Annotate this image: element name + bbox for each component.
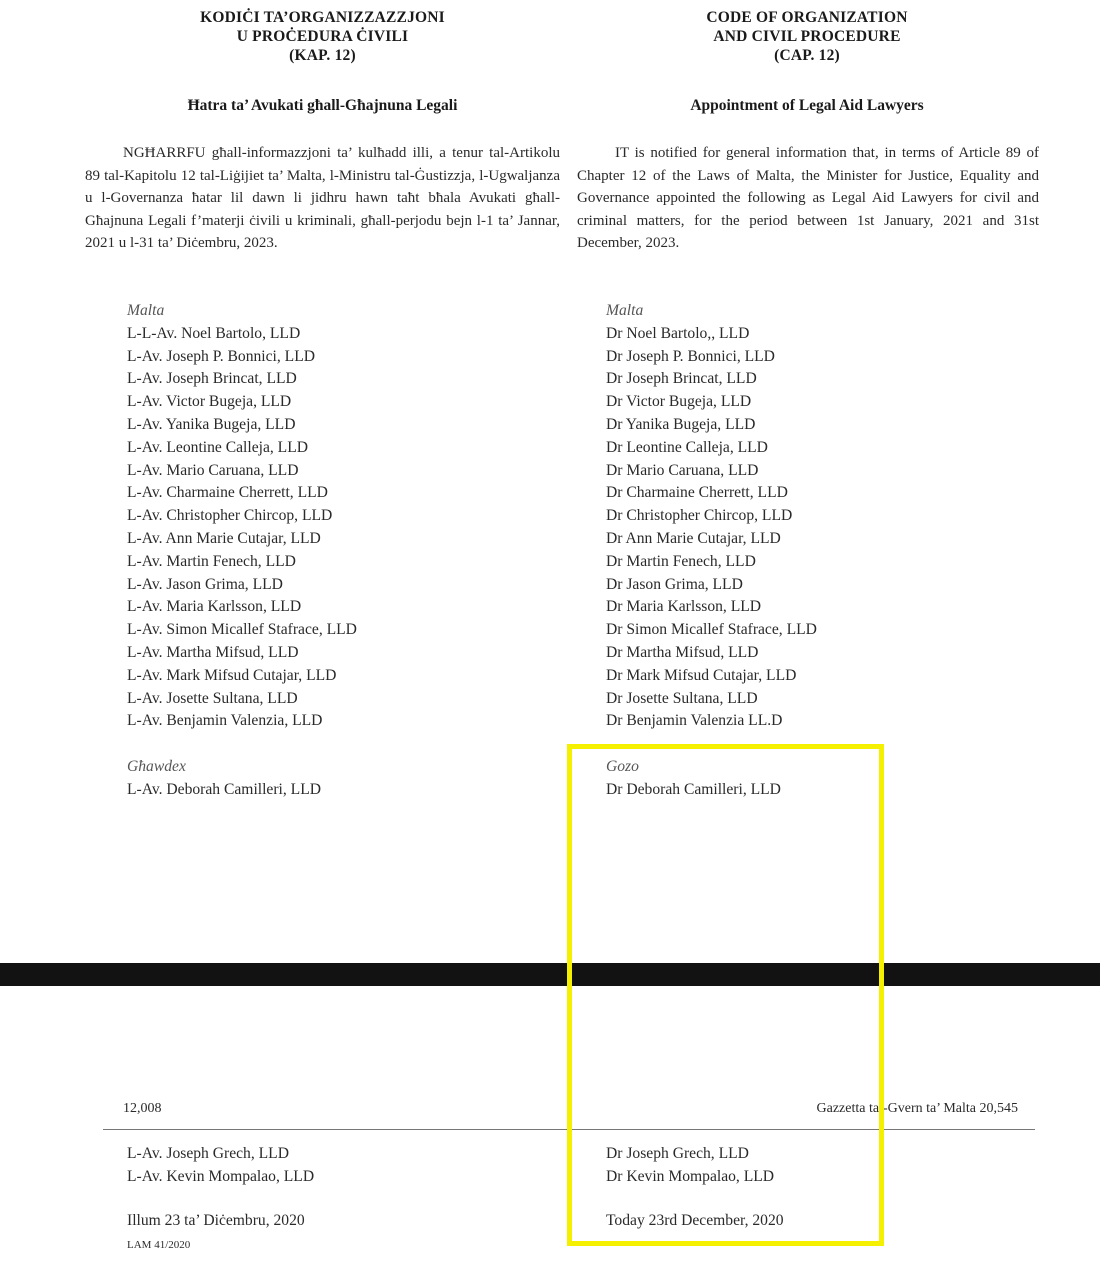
- maltese-continued-list: [127, 1143, 314, 1189]
- page-divider-bar: [0, 963, 1100, 986]
- english-gozo-section: [606, 756, 781, 802]
- list-item: L-Av. Yanika Bugeja, LLD: [127, 415, 296, 433]
- list-item: Dr Benjamin Valenzia LL.D: [606, 712, 783, 730]
- list-item: L-Av. Ann Marie Cutajar, LLD: [127, 529, 321, 547]
- english-gozo-label: Gozo: [606, 758, 639, 775]
- list-item: L-Av. Mario Caruana, LLD: [127, 461, 299, 479]
- list-item: L-Av. Simon Micallef Stafrace, LLD: [127, 621, 357, 639]
- maltese-gozo-list: [127, 779, 321, 802]
- list-item: L-Av. Martha Mifsud, LLD: [127, 643, 299, 661]
- english-malta-label: Malta: [606, 302, 644, 319]
- list-item: Dr Charmaine Cherrett, LLD: [606, 484, 788, 502]
- list-item: Dr Jason Grima, LLD: [606, 575, 743, 593]
- maltese-gozo-label: Għawdex: [127, 758, 186, 775]
- list-item: Dr Victor Bugeja, LLD: [606, 393, 752, 411]
- english-heading-line-2: AND CIVIL PROCEDURE: [713, 28, 901, 45]
- english-date: Today 23rd December, 2020: [606, 1212, 784, 1229]
- list-item: L-Av. Victor Bugeja, LLD: [127, 393, 292, 411]
- maltese-subheading: Ħatra ta’ Avukati għall-Għajnuna Legali: [187, 97, 458, 114]
- maltese-date: Illum 23 ta’ Diċembru, 2020: [127, 1212, 305, 1229]
- gazette-title: Gazzetta tal-Gvern ta’ Malta 20,545: [816, 1101, 1018, 1116]
- maltese-heading-line-2: U PROĊEDURA ĊIVILI: [236, 28, 409, 45]
- list-item: L-Av. Josette Sultana, LLD: [127, 689, 298, 707]
- english-subheading: Appointment of Legal Aid Lawyers: [690, 97, 924, 114]
- list-item: Dr Maria Karlsson, LLD: [606, 598, 762, 616]
- list-item: Dr Martin Fenech, LLD: [606, 552, 756, 570]
- list-item: Dr Ann Marie Cutajar, LLD: [606, 529, 781, 547]
- list-item: L-Av. Joseph Brincat, LLD: [127, 370, 297, 388]
- list-item: L-Av. Martin Fenech, LLD: [127, 552, 296, 570]
- list-item: L-Av. Christopher Chircop, LLD: [127, 507, 333, 525]
- english-malta-section: [606, 300, 817, 733]
- maltese-heading-line-1: KODIĊI TA’ORGANIZZAZZJONI: [200, 9, 445, 26]
- maltese-continued-items: [127, 1143, 314, 1189]
- list-item: Dr Deborah Camilleri, LLD: [606, 780, 781, 798]
- list-item: Dr Noel Bartolo,, LLD: [606, 324, 750, 342]
- maltese-heading-line-3: (KAP. 12): [289, 47, 356, 64]
- list-item: L-Av. Joseph Grech, LLD: [127, 1145, 289, 1162]
- maltese-paragraph: [85, 142, 560, 255]
- list-item: L-L-Av. Noel Bartolo, LLD: [127, 324, 301, 342]
- list-item: Dr Mark Mifsud Cutajar, LLD: [606, 666, 797, 684]
- english-continued-list: [606, 1143, 774, 1189]
- english-continued-items: [606, 1143, 774, 1189]
- list-item: Dr Leontine Calleja, LLD: [606, 438, 768, 456]
- maltese-malta-section: [127, 300, 357, 733]
- list-item: Dr Joseph Grech, LLD: [606, 1145, 749, 1162]
- list-item: L-Av. Joseph P. Bonnici, LLD: [127, 347, 315, 365]
- list-item: L-Av. Deborah Camilleri, LLD: [127, 780, 321, 798]
- list-item: L-Av. Leontine Calleja, LLD: [127, 438, 308, 456]
- page-header-rule: [103, 1129, 1035, 1130]
- maltese-malta-list: [127, 323, 357, 733]
- english-heading-line-3: (CAP. 12): [774, 47, 840, 64]
- list-item: Dr Kevin Mompalao, LLD: [606, 1167, 775, 1185]
- page-number: 12,008: [123, 1101, 162, 1116]
- list-item: L-Av. Jason Grima, LLD: [127, 575, 283, 593]
- list-item: L-Av. Charmaine Cherrett, LLD: [127, 484, 328, 502]
- maltese-malta-label: Malta: [127, 302, 165, 319]
- english-heading-line-1: CODE OF ORGANIZATION: [706, 9, 908, 26]
- maltese-reference: LAM 41/2020: [127, 1239, 191, 1251]
- maltese-paragraph-text: NGĦARRFU għall-informazzjoni ta’ kulħadd illi, a tenur tal-Artikolu 89 tal-Kapitolu 12 tal-Liġijiet ta’ Malta, l-Ministru tal-Ġustizzja, l-Ugwaljanza u l-Governanza ħatar lil dawn li jidhru hawn taħt bħala Avukati għall-Għajnuna Legali f’materji ċivili u kriminali, għall-perjodu bejn l-1 ta’ Jannar, 2021 u l-31 ta’ Diċembru, 2023.: [85, 145, 560, 252]
- list-item: Dr Joseph P. Bonnici, LLD: [606, 347, 775, 365]
- maltese-heading: [85, 8, 560, 65]
- english-gozo-list: [606, 779, 781, 802]
- list-item: L-Av. Kevin Mompalao, LLD: [127, 1167, 315, 1185]
- list-item: L-Av. Benjamin Valenzia, LLD: [127, 712, 323, 730]
- english-paragraph-text: IT is notified for general information that, in terms of Article 89 of Chapter 12 of the Laws of Malta, the Minister for Justice, Equality and Governance appointed the following as Legal Aid Lawyers for civil and criminal matters, for the period between 1st January, 2021 and 31st December, 2023.: [577, 145, 1039, 252]
- list-item: Dr Christopher Chircop, LLD: [606, 507, 793, 525]
- list-item: L-Av. Mark Mifsud Cutajar, LLD: [127, 666, 337, 684]
- list-item: Dr Josette Sultana, LLD: [606, 689, 758, 707]
- english-paragraph: [577, 142, 1039, 255]
- list-item: L-Av. Maria Karlsson, LLD: [127, 598, 302, 616]
- list-item: Dr Mario Caruana, LLD: [606, 461, 759, 479]
- list-item: Dr Yanika Bugeja, LLD: [606, 415, 756, 433]
- maltese-gozo-section: [127, 756, 321, 802]
- list-item: Dr Martha Mifsud, LLD: [606, 643, 759, 661]
- english-malta-list: [606, 323, 817, 733]
- list-item: Dr Simon Micallef Stafrace, LLD: [606, 621, 817, 639]
- english-heading: [577, 8, 1037, 65]
- list-item: Dr Joseph Brincat, LLD: [606, 370, 757, 388]
